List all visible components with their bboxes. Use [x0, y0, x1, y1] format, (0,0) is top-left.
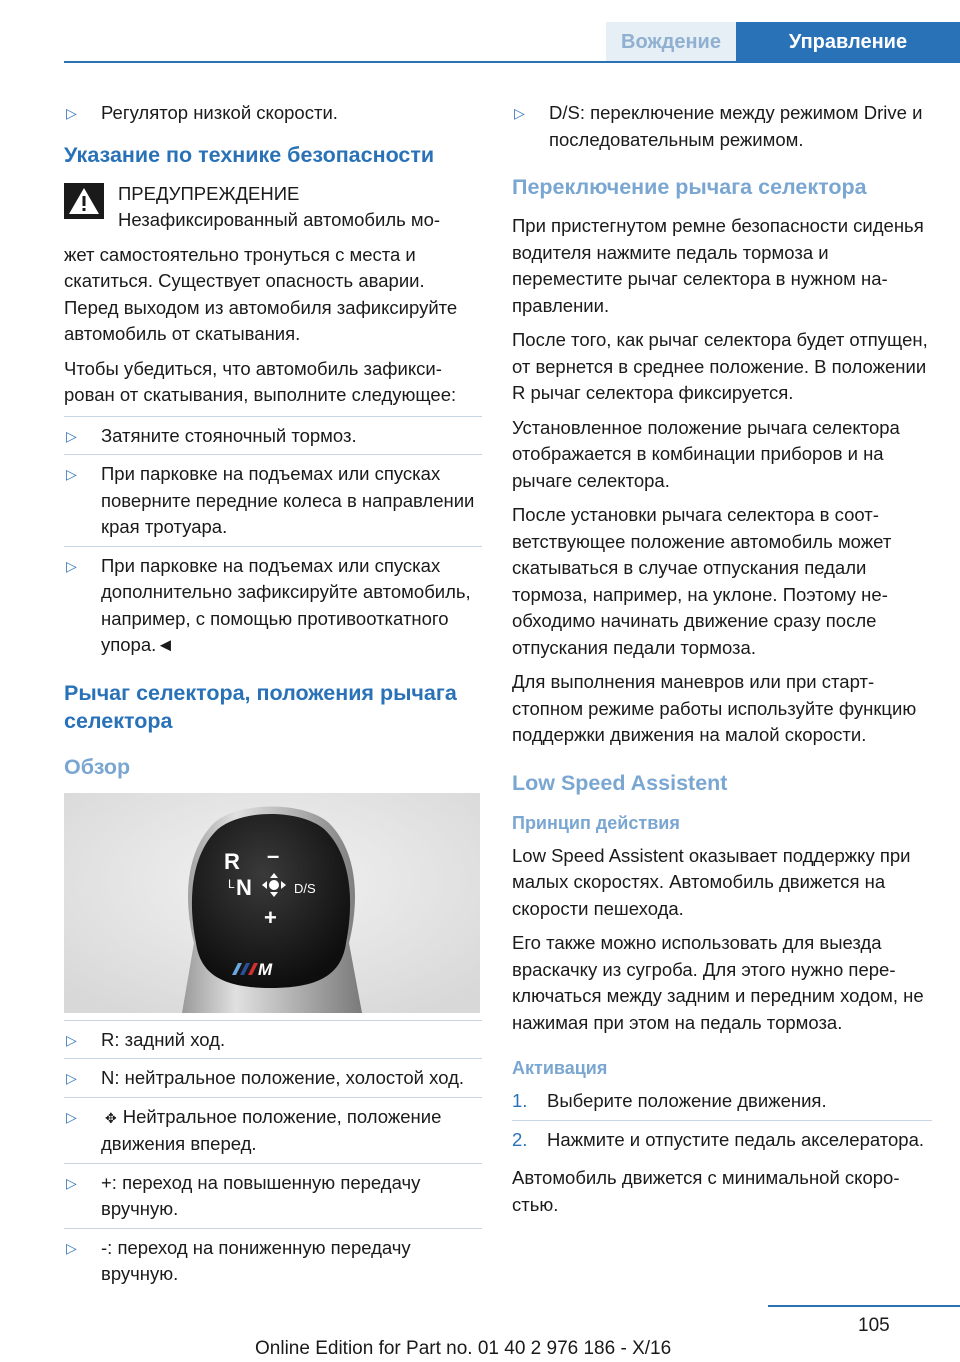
triangle-bullet-icon: ▷ — [66, 1108, 77, 1125]
knob-label-ds: D/S — [294, 880, 316, 896]
shift-heading: Переключение рычага селектора — [512, 175, 867, 199]
list-item: ▷ R: задний ход. — [64, 1027, 482, 1054]
drive-symbol-icon: ✥ — [105, 1109, 117, 1126]
activation-heading: Активация — [512, 1058, 608, 1078]
triangle-bullet-icon: ▷ — [66, 105, 77, 121]
tab-driving[interactable]: Вождение — [606, 22, 736, 62]
paragraph: Low Speed Assistent оказывает поддержку при малых скоростях. Автомобиль движется на скорости пешехода. — [512, 844, 911, 919]
paragraph: Установленное положение рычага селектора отображается в комбинации приборов и на рычаге селектора. — [512, 416, 900, 491]
knob-label-plus: + — [264, 904, 277, 930]
principle-heading: Принцип действия — [512, 812, 680, 833]
check-paragraph: Чтобы убедиться, что автомобиль зафиксирован от скатывания, выполните следующее: — [64, 357, 457, 405]
triangle-bullet-icon: ▷ — [66, 557, 77, 574]
header-rule — [64, 61, 960, 63]
paragraph: При пристегнутом ремне безопасности сиденья водителя нажмите педаль тормоза и переместите рычаг селектора в нужном направлении. — [512, 215, 924, 316]
knob-label-n: N — [236, 874, 252, 900]
triangle-bullet-icon: ▷ — [66, 1239, 77, 1256]
svg-text:M: M — [258, 959, 273, 979]
selector-heading: Рычаг селектора, положения рычага селектора — [64, 680, 457, 733]
triangle-bullet-icon: ▷ — [66, 1174, 77, 1191]
paragraph: Автомобиль движется с минимальной скоростью. — [512, 1167, 900, 1215]
list-item: 2. Нажмите и отпустите педаль акселератора. — [512, 1127, 932, 1154]
lsa-heading: Low Speed Assistent — [512, 770, 728, 795]
list-item: 1. Выберите положение движения. — [512, 1090, 827, 1111]
triangle-bullet-icon: ▷ — [66, 1031, 77, 1048]
paragraph: После установки рычага селектора в соответствующее положение автомобиль может скатываться в случае отпускания педали тормоза, например, на уклоне. Поэтому необходимо начинать движение сразу после отпускания педали тормоза. — [512, 504, 892, 658]
paragraph: После того, как рычаг селектора будет отпущен, от вернется в среднее положение. В положении R рычаг селектора фиксируется. — [512, 329, 928, 403]
gear-selector-photo — [64, 793, 480, 1013]
warning-body: жет самостоятельно тронуться с места и скатиться. Существует опасность аварии. Перед выходом из автомобиля зафиксируйте автомобиль от скатывания. — [64, 243, 458, 344]
warning-title: ПРЕДУПРЕЖДЕНИЕ — [118, 182, 300, 204]
page-number: 105 — [858, 1315, 890, 1336]
footer-rule — [768, 1305, 960, 1307]
page-header — [0, 0, 960, 62]
warning-line1: Незафиксированный автомобиль мо- — [118, 209, 441, 230]
paragraph: Для выполнения маневров или при старт-стопном режиме работы используйте функцию поддержки движения на малой скорости. — [512, 671, 917, 745]
overview-heading: Обзор — [64, 754, 131, 779]
triangle-bullet-icon: ▷ — [66, 427, 77, 444]
tab-controls[interactable]: Управление — [736, 22, 960, 62]
gear-knob-image — [64, 793, 480, 1013]
right-column — [512, 100, 932, 1226]
knob-label-r: R — [224, 848, 240, 874]
list-item: ▷ -: переход на пониженную передачу вручную. — [64, 1235, 482, 1288]
list-item: ▷ D/S: переключение между режимом Drive и последовательным режимом. — [512, 100, 932, 153]
paragraph: Его также можно использовать для выезда враскачку из сугроба. Для этого нужно переключаться между задним и передним ходом, не нажимая при этом на педаль тормоза. — [512, 932, 924, 1033]
list-item: ▷ Затяните стояночный тормоз. — [64, 423, 482, 450]
warning-icon — [64, 183, 104, 219]
list-item: ▷ При парковке на подъемах или спусках дополнительно зафиксируйте автомобиль, например, с помощью противооткатного упора.◄ — [64, 553, 482, 659]
list-item: ▷ ✥ Нейтральное положение, положение движения вперед. — [64, 1104, 482, 1158]
list-item: ▷ +: переход на повышенную передачу вручную. — [64, 1170, 482, 1223]
knob-label-minus: – — [267, 842, 280, 868]
triangle-bullet-icon: ▷ — [66, 1070, 77, 1086]
knob-label-l: L — [228, 876, 235, 891]
list-item: ▷ N: нейтральное положение, холостой ход. — [64, 1065, 482, 1092]
left-column — [64, 100, 482, 1300]
warning-block — [64, 181, 482, 234]
triangle-bullet-icon: ▷ — [514, 105, 525, 121]
list-item: ▷ При парковке на подъемах или спусках поверните передние колеса в направлении края тротуара. — [64, 461, 482, 541]
list-item: ▷ Регулятор низкой скорости. — [64, 100, 482, 127]
online-edition-note: Online Edition for Part no. 01 40 2 976 186 - X/16 — [255, 1338, 672, 1359]
safety-heading: Указание по технике безопасности — [64, 142, 435, 167]
triangle-bullet-icon: ▷ — [66, 466, 77, 482]
